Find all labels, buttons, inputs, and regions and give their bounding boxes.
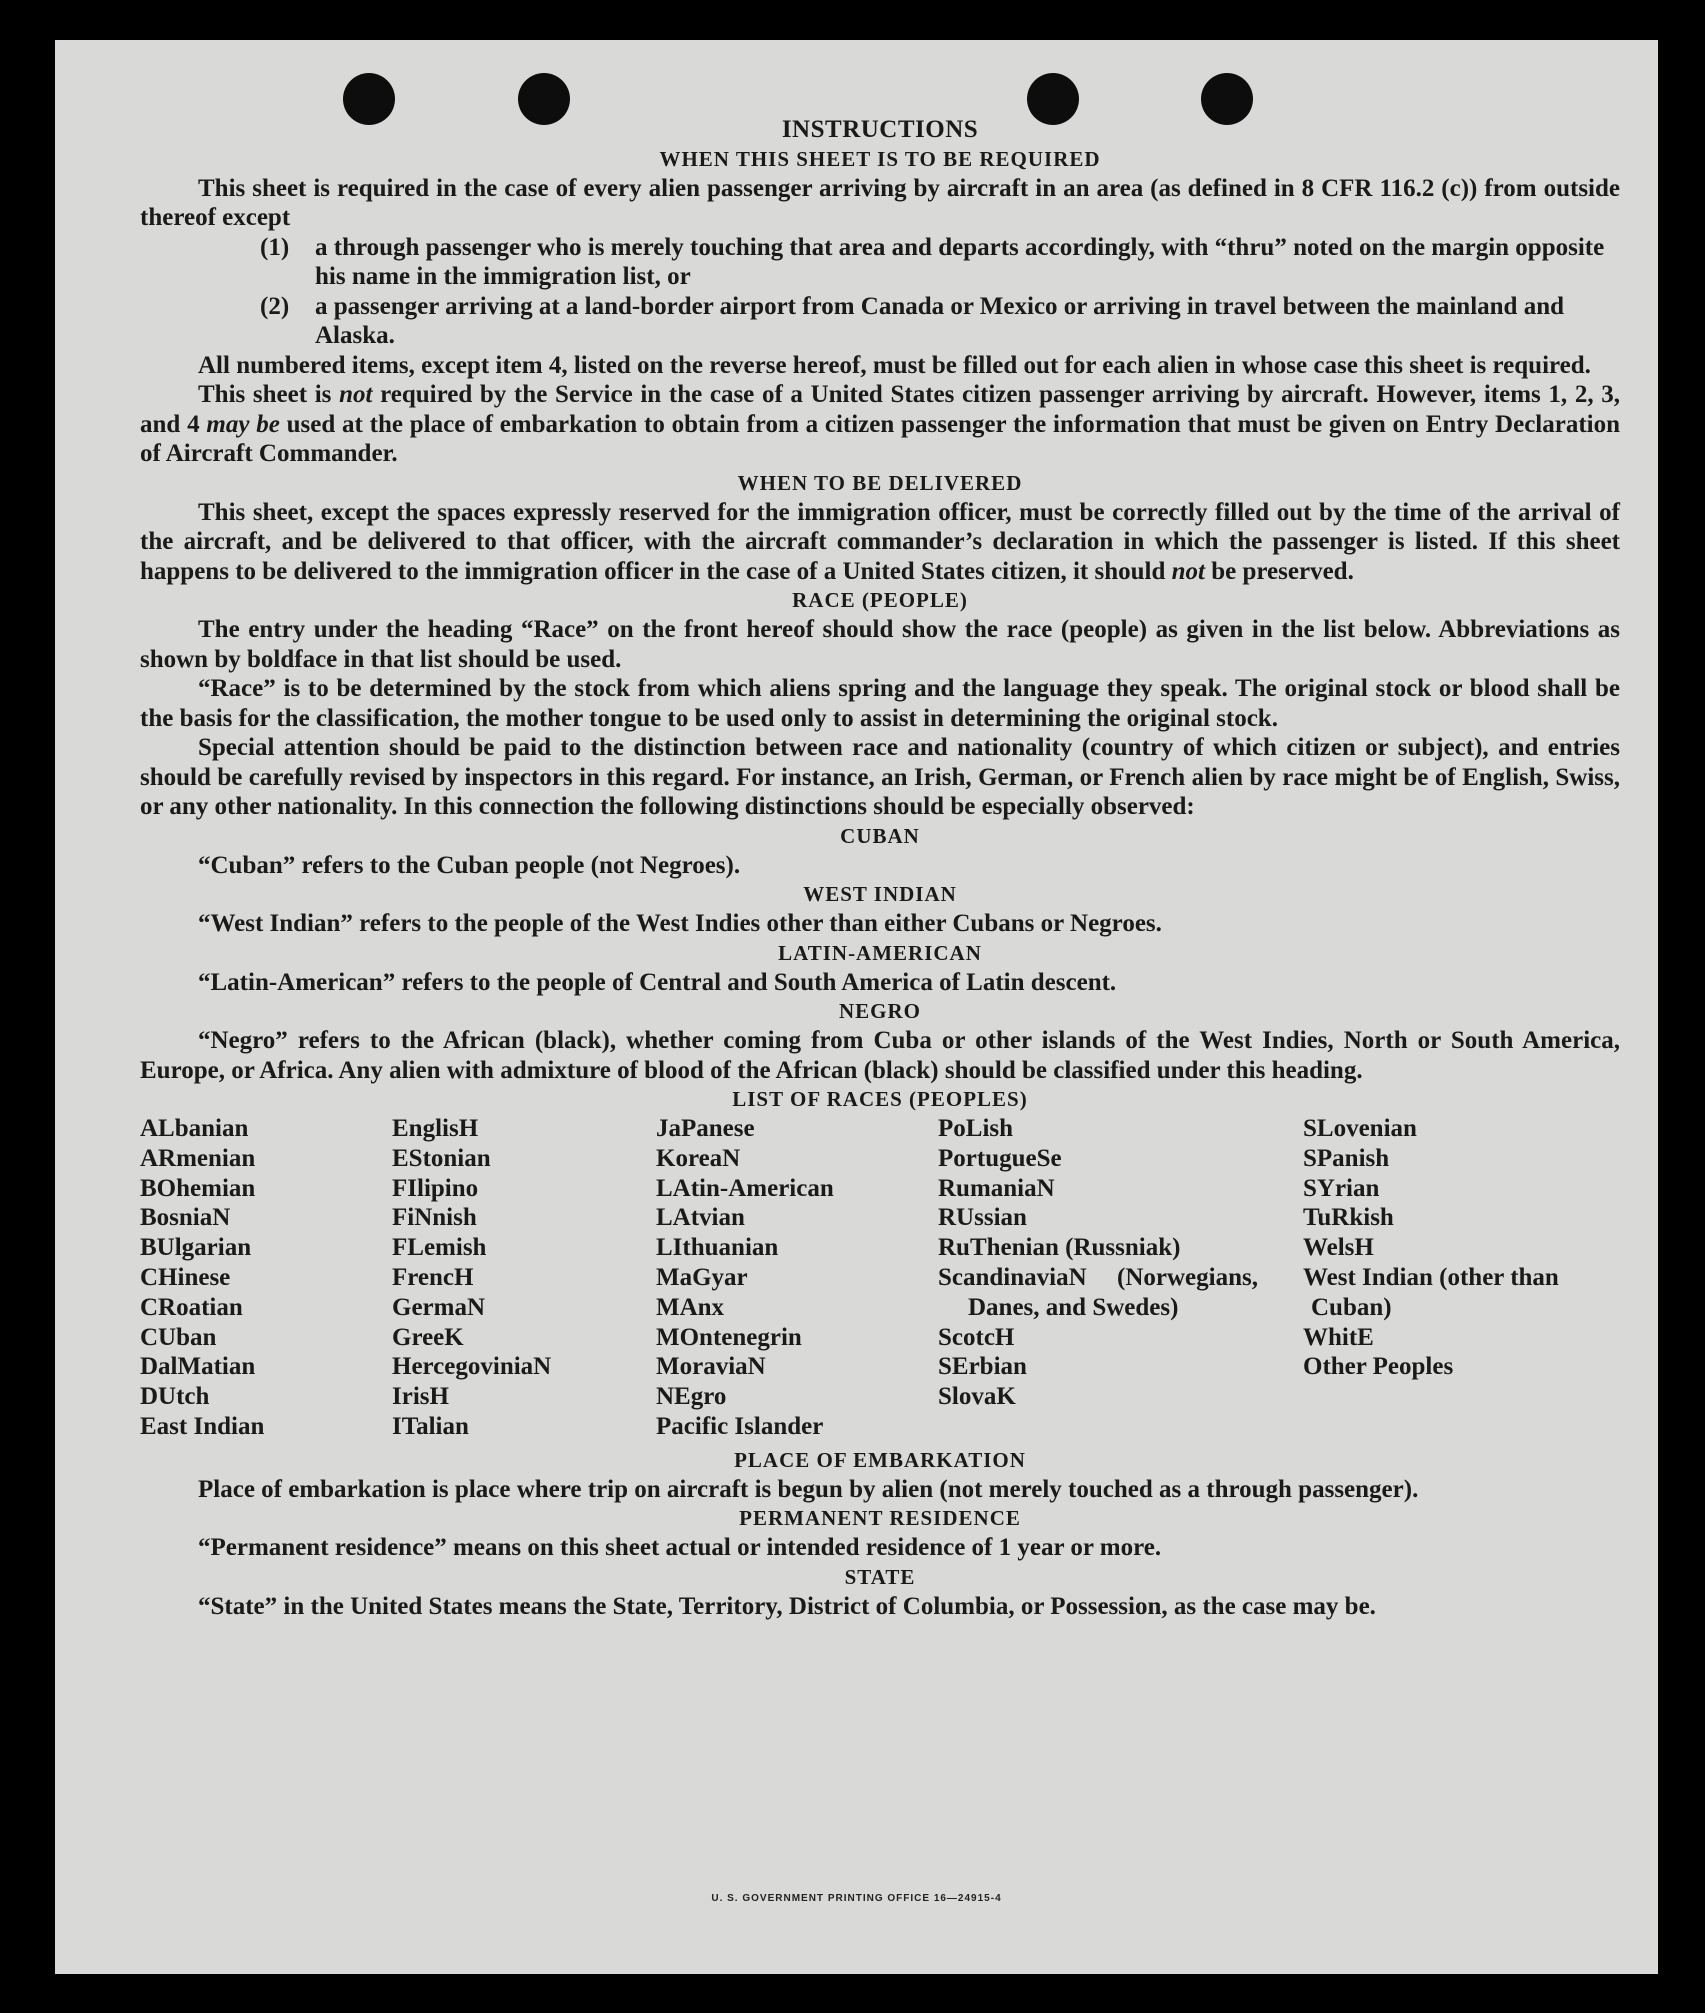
paragraph: “State” in the United States means the State, Territory, District of Columbia, or Possession, as the case may be. [198, 1592, 1376, 1620]
paragraph: All numbered items, except item 4, listed on the reverse hereof, must be filled out for each alien in whose case this sheet is required. [198, 351, 1591, 379]
race-entry: MaGyar [656, 1263, 748, 1291]
paragraph: “Cuban” refers to the Cuban people (not Negroes). [198, 851, 741, 879]
paragraph: The entry under the heading “Race” on the front hereof should show the race (people) as given in the list below. Abbreviations as shown by boldface in that list should be used. [140, 616, 1620, 673]
page-title: INSTRUCTIONS [781, 116, 979, 143]
printer-imprint: U. S. GOVERNMENT PRINTING OFFICE 16—24915-4 [711, 1893, 1002, 1904]
race-entry: KoreaN [656, 1144, 741, 1172]
race-entry: SlovaK [938, 1383, 1016, 1411]
race-entry: FrencH [392, 1263, 474, 1291]
race-entry: SYrian [1303, 1174, 1380, 1202]
paragraph: Special attention should be paid to the distinction between race and nationality (country of which citizen or subject), and entries should be carefully revised by inspectors in this regard. For instance, an Irish, German, or French alien by race might be of English, Swiss, or any other nationality. In this connection the following distinctions should be especially observed: [140, 734, 1620, 820]
race-entry: West Indian (other than Cuban) [1303, 1263, 1559, 1321]
item-text: a passenger arriving at a land-border airport from Canada or Mexico or arriving in travel between the mainland and Alaska. [315, 292, 1565, 349]
race-entry: IrisH [392, 1383, 449, 1411]
paragraph: “Race” is to be determined by the stock from which aliens spring and the language they speak. The original stock or blood shall be the basis for the classification, the mother tongue to be used only to assist in determining the original stock. [140, 675, 1620, 732]
race-entry: TuRkish [1303, 1204, 1394, 1232]
race-entry: MOntenegrin [656, 1323, 802, 1351]
document-sheet [55, 40, 1658, 1974]
race-column [938, 1114, 1303, 1442]
section-heading: WHEN THIS SHEET IS TO BE REQUIRED [659, 146, 1101, 171]
race-entry: EnglisH [392, 1115, 479, 1142]
race-entry: PortugueSe [938, 1144, 1062, 1172]
item-number: (2) [260, 292, 290, 320]
race-entry: PoLish [938, 1115, 1014, 1142]
race-entry: ScotcH [938, 1323, 1015, 1351]
race-entry: ScandinaviaN (Norwegians, Danes, and Swedes) [938, 1263, 1258, 1321]
instructions-body [140, 115, 1620, 1621]
race-entry: MAnx [656, 1293, 725, 1321]
item-text: a through passenger who is merely touching that area and departs accordingly, with “thru” noted on the margin opposite his name in the immigration list, or [315, 233, 1605, 290]
section-heading: PERMANENT RESIDENCE [739, 1506, 1021, 1531]
section-heading: LATIN-AMERICAN [778, 940, 982, 965]
race-entry: WelsH [1303, 1234, 1374, 1262]
paragraph: “Negro” refers to the African (black), whether coming from Cuba or other islands of the West Indies, North or South America, Europe, or Africa. Any alien with admixture of blood of the African (black) should be classified under this heading. [140, 1027, 1620, 1084]
section-heading: LIST OF RACES (PEOPLES) [732, 1087, 1028, 1111]
paragraph: This sheet is not required by the Service in the case of a United States citizen passenger arriving by aircraft. However, items 1, 2, 3, and 4 may be used at the place of embarkation to obtain from a citizen passenger the information that must be given on Entry Declaration of Aircraft Commander. [140, 381, 1621, 467]
race-entry: Pacific Islander [656, 1412, 824, 1440]
race-column [656, 1114, 938, 1442]
race-entry: ITalian [392, 1412, 469, 1440]
section-heading: WEST INDIAN [803, 882, 957, 906]
race-entry: FLemish [392, 1234, 487, 1262]
race-column [1303, 1114, 1603, 1442]
race-entry: SLovenian [1303, 1115, 1417, 1142]
race-entry: MoraviaN [656, 1353, 766, 1381]
race-entry: WhitE [1303, 1323, 1374, 1351]
race-entry: DalMatian [140, 1353, 256, 1381]
race-entry: BOhemian [140, 1174, 256, 1202]
paragraph: “West Indian” refers to the people of the West Indies other than either Cubans or Negroes. [198, 910, 1162, 937]
section-heading: NEGRO [838, 999, 921, 1023]
section-heading: PLACE OF EMBARKATION [734, 1447, 1026, 1472]
race-entry: ALbanian [140, 1115, 249, 1142]
race-entry: CUban [140, 1323, 217, 1351]
race-entry: Other Peoples [1303, 1353, 1454, 1381]
race-entry: East Indian [140, 1412, 265, 1440]
section-heading: STATE [844, 1564, 916, 1589]
race-entry: CRoatian [140, 1293, 243, 1321]
paragraph: This sheet is required in the case of every alien passenger arriving by aircraft in an area (as defined in 8 CFR 116.2 (c)) from outside thereof except [140, 174, 1620, 231]
list-item [140, 292, 1620, 351]
race-entry: SErbian [938, 1353, 1027, 1381]
race-entry: NEgro [656, 1383, 727, 1411]
race-column [140, 1114, 392, 1442]
item-number: (1) [260, 233, 290, 261]
list-item [140, 233, 1620, 292]
race-entry: BosniaN [140, 1204, 231, 1232]
race-entry: LAtvian [656, 1204, 745, 1232]
section-heading: CUBAN [840, 823, 920, 848]
paragraph: “Permanent residence” means on this sheet actual or intended residence of 1 year or more. [198, 1534, 1162, 1562]
race-entry: RumaniaN [938, 1174, 1055, 1202]
race-entry: JaPanese [656, 1115, 755, 1142]
race-entry: FiNnish [392, 1204, 477, 1232]
race-entry: GermaN [392, 1293, 486, 1321]
race-entry: ARmenian [140, 1144, 256, 1172]
race-entry: GreeK [392, 1323, 464, 1351]
race-entry: LIthuanian [656, 1234, 779, 1262]
paragraph: Place of embarkation is place where trip on aircraft is begun by alien (not merely touched as a through passenger). [198, 1475, 1419, 1503]
race-entry: EStonian [392, 1144, 491, 1172]
race-column [392, 1114, 656, 1442]
race-list [140, 1114, 1620, 1442]
race-entry: LAtin-American [656, 1174, 834, 1202]
race-entry: FIlipino [392, 1174, 479, 1202]
race-entry: RuThenian (Russniak) [938, 1234, 1181, 1262]
paragraph: This sheet, except the spaces expressly reserved for the immigration officer, must be correctly filled out by the time of the arrival of the aircraft, and be delivered to that officer, with the aircraft commander’s declaration in which the passenger is listed. If this sheet happens to be delivered to the immigration officer in the case of a United States citizen, it should not be preserved. [140, 498, 1620, 585]
paragraph: “Latin-American” refers to the people of Central and South America of Latin descent. [198, 968, 1117, 996]
race-entry: CHinese [140, 1263, 231, 1291]
race-entry: HercegoviniaN [392, 1353, 552, 1381]
race-entry: DUtch [140, 1383, 210, 1411]
race-entry: BUlgarian [140, 1234, 252, 1262]
race-entry: RUssian [938, 1204, 1027, 1232]
section-heading: RACE (PEOPLE) [792, 588, 968, 612]
race-entry: SPanish [1303, 1144, 1390, 1172]
section-heading: WHEN TO BE DELIVERED [737, 470, 1023, 495]
